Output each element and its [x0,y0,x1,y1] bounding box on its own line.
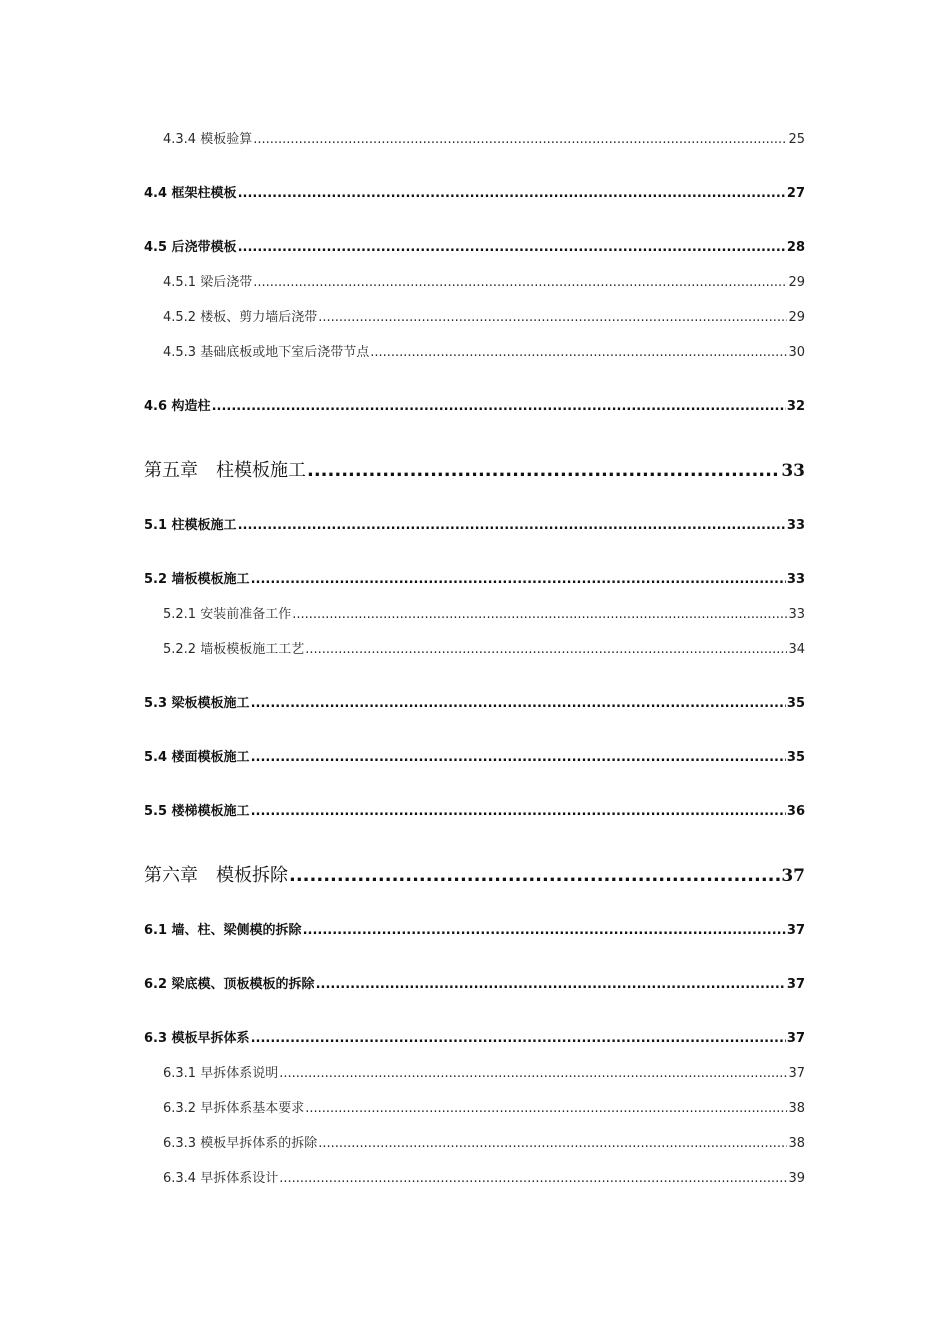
toc-leader-dots [253,275,787,290]
toc-entry-label: 5.4 楼面模板施工 [144,750,250,765]
toc-page-number: 35 [786,696,805,711]
toc-entry-6-3-2[interactable] [163,1097,805,1116]
toc-entry-4-5-2[interactable] [163,306,805,325]
toc-entry-label: 5.2.2 墙板模板施工工艺 [163,642,305,657]
toc-entry-6-1[interactable] [144,919,805,938]
toc-page-number: 29 [788,275,805,290]
toc-page-number: 25 [788,132,805,147]
toc-page-number: 33 [788,607,805,622]
toc-leader-dots [307,460,780,481]
toc-entry-label: 6.3.1 早拆体系说明 [163,1066,279,1081]
toc-entry-6-3-3[interactable] [163,1132,805,1151]
toc-chapter-label: 第六章 模板拆除 [144,865,288,886]
toc-page-number: 33 [786,518,805,533]
toc-page-number: 37 [786,1031,805,1046]
toc-entry-label: 5.1 柱模板施工 [144,518,237,533]
toc-chapter-5[interactable] [144,456,805,482]
toc-chapter-6[interactable] [144,861,805,887]
toc-entry-5-4[interactable] [144,746,805,765]
toc-page-number: 37 [781,866,805,886]
toc-entry-label: 4.5.2 楼板、剪力墙后浇带 [163,310,318,325]
toc-page-number: 27 [786,186,805,201]
toc-leader-dots [303,923,786,938]
toc-leader-dots [251,696,786,711]
toc-entry-label: 5.5 楼梯模板施工 [144,804,250,819]
toc-entry-5-3[interactable] [144,692,805,711]
toc-entry-6-2[interactable] [144,973,805,992]
toc-page-number: 32 [786,399,805,414]
toc-entry-label: 6.3.3 模板早拆体系的拆除 [163,1136,318,1151]
toc-entry-label: 6.1 墙、柱、梁侧模的拆除 [144,923,302,938]
toc-entry-4-5[interactable] [144,236,805,255]
toc-entry-6-3-4[interactable] [163,1167,805,1186]
toc-entry-label: 5.2 墙板模板施工 [144,572,250,587]
toc-page-number: 37 [786,923,805,938]
toc-entry-label: 4.5.3 基础底板或地下室后浇带节点 [163,345,370,360]
toc-leader-dots [212,399,786,414]
toc-leader-dots [238,518,786,533]
toc-page-number: 28 [786,240,805,255]
toc-entry-label: 4.6 构造柱 [144,399,211,414]
toc-leader-dots [292,607,787,622]
toc-leader-dots [238,186,786,201]
toc-leader-dots [251,804,786,819]
toc-leader-dots [305,642,787,657]
toc-page-number: 30 [788,345,805,360]
toc-page-number: 36 [786,804,805,819]
toc-leader-dots [318,1136,787,1151]
toc-leader-dots [370,345,787,360]
toc-leader-dots [305,1101,787,1116]
toc-entry-5-1[interactable] [144,514,805,533]
toc-entry-label: 5.3 梁板模板施工 [144,696,250,711]
toc-entry-4-3-4[interactable] [163,128,805,147]
toc-chapter-label: 第五章 柱模板施工 [144,460,306,481]
toc-entry-label: 4.4 框架柱模板 [144,186,237,201]
toc-entry-label: 4.5.1 梁后浇带 [163,275,253,290]
toc-page-number: 29 [788,310,805,325]
toc-leader-dots [238,240,786,255]
toc-leader-dots [279,1066,787,1081]
toc-entry-4-5-1[interactable] [163,271,805,290]
toc-leader-dots [318,310,787,325]
toc-page-number: 39 [788,1171,805,1186]
toc-entry-label: 4.3.4 模板验算 [163,132,253,147]
toc-entry-4-4[interactable] [144,182,805,201]
toc-entry-5-5[interactable] [144,800,805,819]
toc-entry-5-2-2[interactable] [163,638,805,657]
toc-leader-dots [289,865,780,886]
toc-page-number: 33 [781,461,805,481]
toc-leader-dots [251,572,786,587]
toc-entry-label: 6.3 模板早拆体系 [144,1031,250,1046]
toc-page-number: 34 [788,642,805,657]
toc-entry-label: 6.2 梁底模、顶板模板的拆除 [144,977,315,992]
toc-page-number: 37 [788,1066,805,1081]
toc-entry-6-3-1[interactable] [163,1062,805,1081]
toc-page-number: 38 [788,1136,805,1151]
toc-entry-label: 6.3.4 早拆体系设计 [163,1171,279,1186]
toc-leader-dots [316,977,786,992]
toc-entry-label: 5.2.1 安装前准备工作 [163,607,292,622]
toc-entry-5-2-1[interactable] [163,603,805,622]
toc-entry-4-6[interactable] [144,395,805,414]
toc-page-number: 37 [786,977,805,992]
toc-page-number: 33 [786,572,805,587]
toc-entry-4-5-3[interactable] [163,341,805,360]
toc-leader-dots [251,1031,786,1046]
toc-leader-dots [279,1171,787,1186]
toc-entry-6-3[interactable] [144,1027,805,1046]
toc-leader-dots [253,132,787,147]
toc-entry-5-2[interactable] [144,568,805,587]
toc-entry-label: 6.3.2 早拆体系基本要求 [163,1101,305,1116]
toc-entry-label: 4.5 后浇带模板 [144,240,237,255]
toc-leader-dots [251,750,786,765]
toc-page-number: 38 [788,1101,805,1116]
toc-page-number: 35 [786,750,805,765]
